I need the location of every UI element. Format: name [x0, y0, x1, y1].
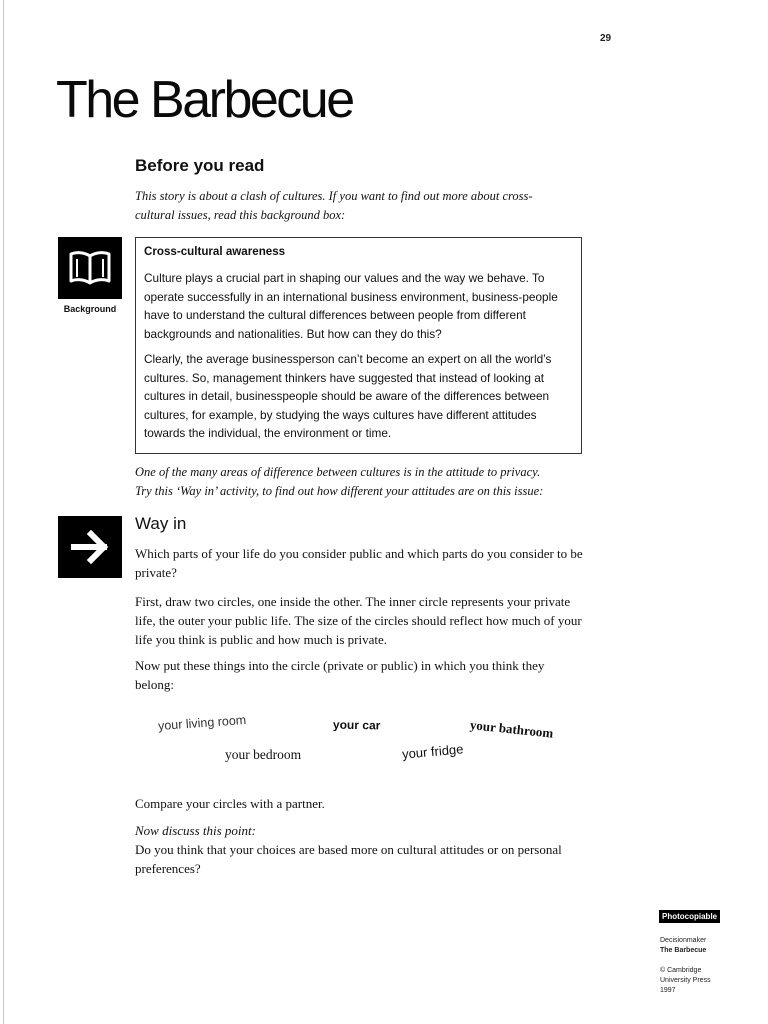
page-title: The Barbecue: [56, 71, 353, 129]
discuss-label: Now discuss this point:: [135, 823, 256, 838]
transition-line-1: One of the many areas of difference between cultures is in the attitude to privacy.: [135, 465, 541, 479]
background-box: [135, 237, 582, 454]
page-number: 29: [600, 33, 612, 44]
intro-line-2: cultural issues, read this background box:: [135, 208, 346, 222]
compare-instruction: Compare your circles with a partner.: [135, 796, 325, 811]
word-fridge: your fridge: [401, 741, 464, 762]
way-in-question-1: Which parts of your life do you consider public and which parts do you consider to be private?: [135, 546, 583, 580]
footer-copyright-1: © Cambridge: [660, 967, 702, 974]
background-box-title: Cross-cultural awareness: [144, 245, 286, 258]
word-car: your car: [332, 717, 381, 733]
privacy-transition: [135, 463, 605, 501]
book-icon: [58, 237, 122, 299]
background-label: Background: [63, 304, 117, 314]
way-in-question-3: Now put these things into the circle (private or public) in which you think they belong:: [135, 658, 545, 692]
page-edge-line: [3, 0, 4, 1024]
background-paragraph-2: Clearly, the average businessperson can’t become an expert on all the world’s cultures. So, management thinkers have suggested that instead of looking at cultures in detail, businesspeople should be aware of the differences between cultures, for example, by studying the ways cultures have different attitudes towards the individual, the environment or time.: [144, 352, 552, 440]
transition-line-2: Try this ‘Way in’ activity, to find out how different your attitudes are on this issue:: [135, 484, 544, 498]
footer-copyright-2: University Press: [660, 977, 711, 984]
word-bathroom: your bathroom: [469, 717, 555, 741]
background-paragraph-1: Culture plays a crucial part in shaping our values and the way we behave. To operate successfully in an international business environment, business-people have to understand the cultural differences between people from different backgrounds and nationalities. But how can they do this?: [144, 271, 558, 341]
before-you-read-heading: Before you read: [135, 156, 265, 175]
before-you-read-intro: [135, 187, 575, 225]
photocopiable-badge: Photocopiable: [659, 910, 720, 923]
word-bedroom: your bedroom: [225, 747, 302, 762]
word-living-room: your living room: [157, 712, 247, 734]
discuss-question: Do you think that your choices are based more on cultural attitudes or on personal preferences?: [135, 842, 562, 876]
footer-title: The Barbecue: [660, 947, 707, 954]
way-in-heading: Way in: [135, 514, 187, 533]
arrow-right-icon: [58, 516, 122, 578]
footer-year: 1997: [660, 987, 676, 994]
footer-series: Decisionmaker: [660, 937, 707, 944]
intro-line-1: This story is about a clash of cultures. If you want to find out more about cross-: [135, 189, 533, 203]
way-in-instructions: First, draw two circles, one inside the other. The inner circle represents your private life, the outer your public life. The size of the circles should reflect how much of your life you think is public and how much is private.: [135, 594, 582, 647]
